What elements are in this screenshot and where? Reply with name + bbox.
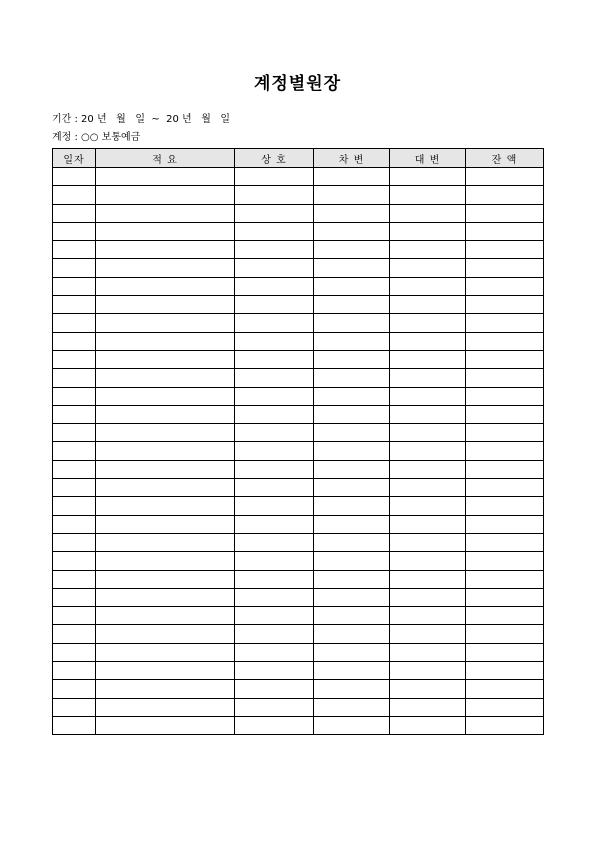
debit-cell[interactable] — [314, 552, 390, 570]
table-row — [53, 186, 544, 204]
trade-name-cell[interactable] — [235, 387, 314, 405]
debit-cell[interactable] — [314, 296, 390, 314]
trade-name-cell[interactable] — [235, 332, 314, 350]
debit-cell[interactable] — [314, 716, 390, 734]
table-row — [53, 588, 544, 606]
debit-cell[interactable] — [314, 277, 390, 295]
debit-cell[interactable] — [314, 405, 390, 423]
debit-cell[interactable] — [314, 350, 390, 368]
table-row — [53, 515, 544, 533]
balance-cell[interactable] — [466, 350, 544, 368]
trade-name-cell[interactable] — [235, 350, 314, 368]
table-row — [53, 442, 544, 460]
column-header-debit: 차 변 — [314, 149, 390, 168]
description-cell[interactable] — [96, 277, 235, 295]
credit-cell[interactable] — [390, 680, 466, 698]
credit-cell[interactable] — [390, 296, 466, 314]
debit-cell[interactable] — [314, 222, 390, 240]
credit-cell[interactable] — [390, 222, 466, 240]
date-cell[interactable] — [53, 369, 96, 387]
column-header-trade-name: 상 호 — [235, 149, 314, 168]
date-cell[interactable] — [53, 350, 96, 368]
debit-cell[interactable] — [314, 497, 390, 515]
period-line: 기간 : 20 년 월 일 ~ 20 년 월 일 — [52, 114, 231, 125]
debit-cell[interactable] — [314, 698, 390, 716]
balance-cell[interactable] — [466, 570, 544, 588]
trade-name-cell[interactable] — [235, 168, 314, 186]
trade-name-cell[interactable] — [235, 479, 314, 497]
ledger-table — [52, 148, 544, 735]
trade-name-cell[interactable] — [235, 716, 314, 734]
debit-cell[interactable] — [314, 643, 390, 661]
description-cell[interactable] — [96, 680, 235, 698]
date-cell[interactable] — [53, 515, 96, 533]
table-row — [53, 479, 544, 497]
description-cell[interactable] — [96, 186, 235, 204]
balance-cell[interactable] — [466, 625, 544, 643]
description-cell[interactable] — [96, 698, 235, 716]
credit-cell[interactable] — [390, 369, 466, 387]
balance-cell[interactable] — [466, 607, 544, 625]
trade-name-cell[interactable] — [235, 296, 314, 314]
credit-cell[interactable] — [390, 533, 466, 551]
table-row — [53, 296, 544, 314]
description-cell[interactable] — [96, 369, 235, 387]
trade-name-cell[interactable] — [235, 570, 314, 588]
credit-cell[interactable] — [390, 460, 466, 478]
date-cell[interactable] — [53, 643, 96, 661]
balance-cell[interactable] — [466, 405, 544, 423]
trade-name-cell[interactable] — [235, 259, 314, 277]
debit-cell[interactable] — [314, 186, 390, 204]
description-cell[interactable] — [96, 350, 235, 368]
debit-cell[interactable] — [314, 588, 390, 606]
credit-cell[interactable] — [390, 168, 466, 186]
column-header-balance: 잔 액 — [466, 149, 544, 168]
table-row — [53, 350, 544, 368]
trade-name-cell[interactable] — [235, 625, 314, 643]
date-cell[interactable] — [53, 296, 96, 314]
trade-name-cell[interactable] — [235, 442, 314, 460]
credit-cell[interactable] — [390, 442, 466, 460]
credit-cell[interactable] — [390, 186, 466, 204]
description-cell[interactable] — [96, 387, 235, 405]
trade-name-cell[interactable] — [235, 607, 314, 625]
debit-cell[interactable] — [314, 168, 390, 186]
table-row — [53, 405, 544, 423]
table-row — [53, 277, 544, 295]
debit-cell[interactable] — [314, 625, 390, 643]
date-cell[interactable] — [53, 314, 96, 332]
balance-cell[interactable] — [466, 460, 544, 478]
trade-name-cell[interactable] — [235, 643, 314, 661]
balance-cell[interactable] — [466, 387, 544, 405]
trade-name-cell[interactable] — [235, 662, 314, 680]
debit-cell[interactable] — [314, 369, 390, 387]
balance-cell[interactable] — [466, 424, 544, 442]
debit-cell[interactable] — [314, 479, 390, 497]
trade-name-cell[interactable] — [235, 204, 314, 222]
date-cell[interactable] — [53, 552, 96, 570]
date-cell[interactable] — [53, 222, 96, 240]
credit-cell[interactable] — [390, 570, 466, 588]
date-cell[interactable] — [53, 405, 96, 423]
header-row — [53, 149, 544, 168]
table-row — [53, 369, 544, 387]
trade-name-cell[interactable] — [235, 552, 314, 570]
balance-cell[interactable] — [466, 296, 544, 314]
ledger-header — [53, 149, 544, 168]
description-cell[interactable] — [96, 222, 235, 240]
balance-cell[interactable] — [466, 643, 544, 661]
balance-cell[interactable] — [466, 369, 544, 387]
table-row — [53, 222, 544, 240]
table-row — [53, 552, 544, 570]
debit-cell[interactable] — [314, 204, 390, 222]
table-row — [53, 533, 544, 551]
table-row — [53, 460, 544, 478]
date-cell[interactable] — [53, 460, 96, 478]
table-row — [53, 662, 544, 680]
credit-cell[interactable] — [390, 387, 466, 405]
balance-cell[interactable] — [466, 515, 544, 533]
debit-cell[interactable] — [314, 259, 390, 277]
credit-cell[interactable] — [390, 552, 466, 570]
table-row — [53, 259, 544, 277]
balance-cell[interactable] — [466, 533, 544, 551]
description-cell[interactable] — [96, 607, 235, 625]
debit-cell[interactable] — [314, 424, 390, 442]
credit-cell[interactable] — [390, 332, 466, 350]
description-cell[interactable] — [96, 405, 235, 423]
debit-cell[interactable] — [314, 680, 390, 698]
description-cell[interactable] — [96, 716, 235, 734]
table-row — [53, 497, 544, 515]
credit-cell[interactable] — [390, 314, 466, 332]
table-row — [53, 570, 544, 588]
account-line: 계정 : ○○ 보통예금 — [52, 132, 141, 143]
ledger-body — [53, 168, 544, 735]
description-cell[interactable] — [96, 643, 235, 661]
table-row — [53, 332, 544, 350]
date-cell[interactable] — [53, 168, 96, 186]
date-cell[interactable] — [53, 387, 96, 405]
table-row — [53, 643, 544, 661]
description-cell[interactable] — [96, 479, 235, 497]
description-cell[interactable] — [96, 552, 235, 570]
trade-name-cell[interactable] — [235, 222, 314, 240]
date-cell[interactable] — [53, 497, 96, 515]
description-cell[interactable] — [96, 460, 235, 478]
debit-cell[interactable] — [314, 442, 390, 460]
date-cell[interactable] — [53, 332, 96, 350]
credit-cell[interactable] — [390, 259, 466, 277]
table-row — [53, 607, 544, 625]
trade-name-cell[interactable] — [235, 241, 314, 259]
credit-cell[interactable] — [390, 607, 466, 625]
trade-name-cell[interactable] — [235, 424, 314, 442]
description-cell[interactable] — [96, 241, 235, 259]
description-cell[interactable] — [96, 588, 235, 606]
date-cell[interactable] — [53, 204, 96, 222]
balance-cell[interactable] — [466, 442, 544, 460]
date-cell[interactable] — [53, 625, 96, 643]
credit-cell[interactable] — [390, 716, 466, 734]
date-cell[interactable] — [53, 607, 96, 625]
description-cell[interactable] — [96, 662, 235, 680]
credit-cell[interactable] — [390, 625, 466, 643]
date-cell[interactable] — [53, 442, 96, 460]
table-row — [53, 241, 544, 259]
debit-cell[interactable] — [314, 662, 390, 680]
column-header-description: 적 요 — [96, 149, 235, 168]
table-row — [53, 314, 544, 332]
description-cell[interactable] — [96, 533, 235, 551]
date-cell[interactable] — [53, 241, 96, 259]
credit-cell[interactable] — [390, 405, 466, 423]
table-row — [53, 168, 544, 186]
credit-cell[interactable] — [390, 515, 466, 533]
balance-cell[interactable] — [466, 588, 544, 606]
balance-cell[interactable] — [466, 204, 544, 222]
description-cell[interactable] — [96, 570, 235, 588]
date-cell[interactable] — [53, 680, 96, 698]
credit-cell[interactable] — [390, 698, 466, 716]
description-cell[interactable] — [96, 314, 235, 332]
balance-cell[interactable] — [466, 314, 544, 332]
trade-name-cell[interactable] — [235, 277, 314, 295]
debit-cell[interactable] — [314, 314, 390, 332]
date-cell[interactable] — [53, 479, 96, 497]
trade-name-cell[interactable] — [235, 515, 314, 533]
trade-name-cell[interactable] — [235, 680, 314, 698]
page-title: 계정별원장 — [253, 74, 342, 94]
credit-cell[interactable] — [390, 662, 466, 680]
credit-cell[interactable] — [390, 277, 466, 295]
date-cell[interactable] — [53, 570, 96, 588]
credit-cell[interactable] — [390, 350, 466, 368]
date-cell[interactable] — [53, 698, 96, 716]
date-cell[interactable] — [53, 716, 96, 734]
debit-cell[interactable] — [314, 607, 390, 625]
trade-name-cell[interactable] — [235, 405, 314, 423]
date-cell[interactable] — [53, 588, 96, 606]
debit-cell[interactable] — [314, 460, 390, 478]
credit-cell[interactable] — [390, 241, 466, 259]
table-row — [53, 204, 544, 222]
trade-name-cell[interactable] — [235, 186, 314, 204]
balance-cell[interactable] — [466, 552, 544, 570]
description-cell[interactable] — [96, 332, 235, 350]
date-cell[interactable] — [53, 277, 96, 295]
balance-cell[interactable] — [466, 277, 544, 295]
balance-cell[interactable] — [466, 662, 544, 680]
description-cell[interactable] — [96, 497, 235, 515]
column-header-date: 일자 — [53, 149, 96, 168]
table-row — [53, 387, 544, 405]
debit-cell[interactable] — [314, 533, 390, 551]
balance-cell[interactable] — [466, 332, 544, 350]
balance-cell[interactable] — [466, 698, 544, 716]
balance-cell[interactable] — [466, 259, 544, 277]
description-cell[interactable] — [96, 515, 235, 533]
description-cell[interactable] — [96, 259, 235, 277]
date-cell[interactable] — [53, 533, 96, 551]
description-cell[interactable] — [96, 204, 235, 222]
balance-cell[interactable] — [466, 186, 544, 204]
credit-cell[interactable] — [390, 588, 466, 606]
trade-name-cell[interactable] — [235, 369, 314, 387]
trade-name-cell[interactable] — [235, 314, 314, 332]
description-cell[interactable] — [96, 424, 235, 442]
table-row — [53, 680, 544, 698]
balance-cell[interactable] — [466, 241, 544, 259]
trade-name-cell[interactable] — [235, 497, 314, 515]
balance-cell[interactable] — [466, 716, 544, 734]
trade-name-cell[interactable] — [235, 460, 314, 478]
credit-cell[interactable] — [390, 643, 466, 661]
table-row — [53, 424, 544, 442]
date-cell[interactable] — [53, 424, 96, 442]
description-cell[interactable] — [96, 168, 235, 186]
debit-cell[interactable] — [314, 570, 390, 588]
balance-cell[interactable] — [466, 479, 544, 497]
balance-cell[interactable] — [466, 680, 544, 698]
description-cell[interactable] — [96, 296, 235, 314]
credit-cell[interactable] — [390, 424, 466, 442]
date-cell[interactable] — [53, 662, 96, 680]
balance-cell[interactable] — [466, 497, 544, 515]
table-row — [53, 625, 544, 643]
column-header-credit: 대 변 — [390, 149, 466, 168]
balance-cell[interactable] — [466, 168, 544, 186]
table-row — [53, 716, 544, 734]
trade-name-cell[interactable] — [235, 588, 314, 606]
credit-cell[interactable] — [390, 479, 466, 497]
credit-cell[interactable] — [390, 497, 466, 515]
description-cell[interactable] — [96, 442, 235, 460]
date-cell[interactable] — [53, 186, 96, 204]
table-row — [53, 698, 544, 716]
description-cell[interactable] — [96, 625, 235, 643]
debit-cell[interactable] — [314, 387, 390, 405]
credit-cell[interactable] — [390, 204, 466, 222]
debit-cell[interactable] — [314, 241, 390, 259]
balance-cell[interactable] — [466, 222, 544, 240]
debit-cell[interactable] — [314, 515, 390, 533]
date-cell[interactable] — [53, 259, 96, 277]
debit-cell[interactable] — [314, 332, 390, 350]
trade-name-cell[interactable] — [235, 698, 314, 716]
trade-name-cell[interactable] — [235, 533, 314, 551]
